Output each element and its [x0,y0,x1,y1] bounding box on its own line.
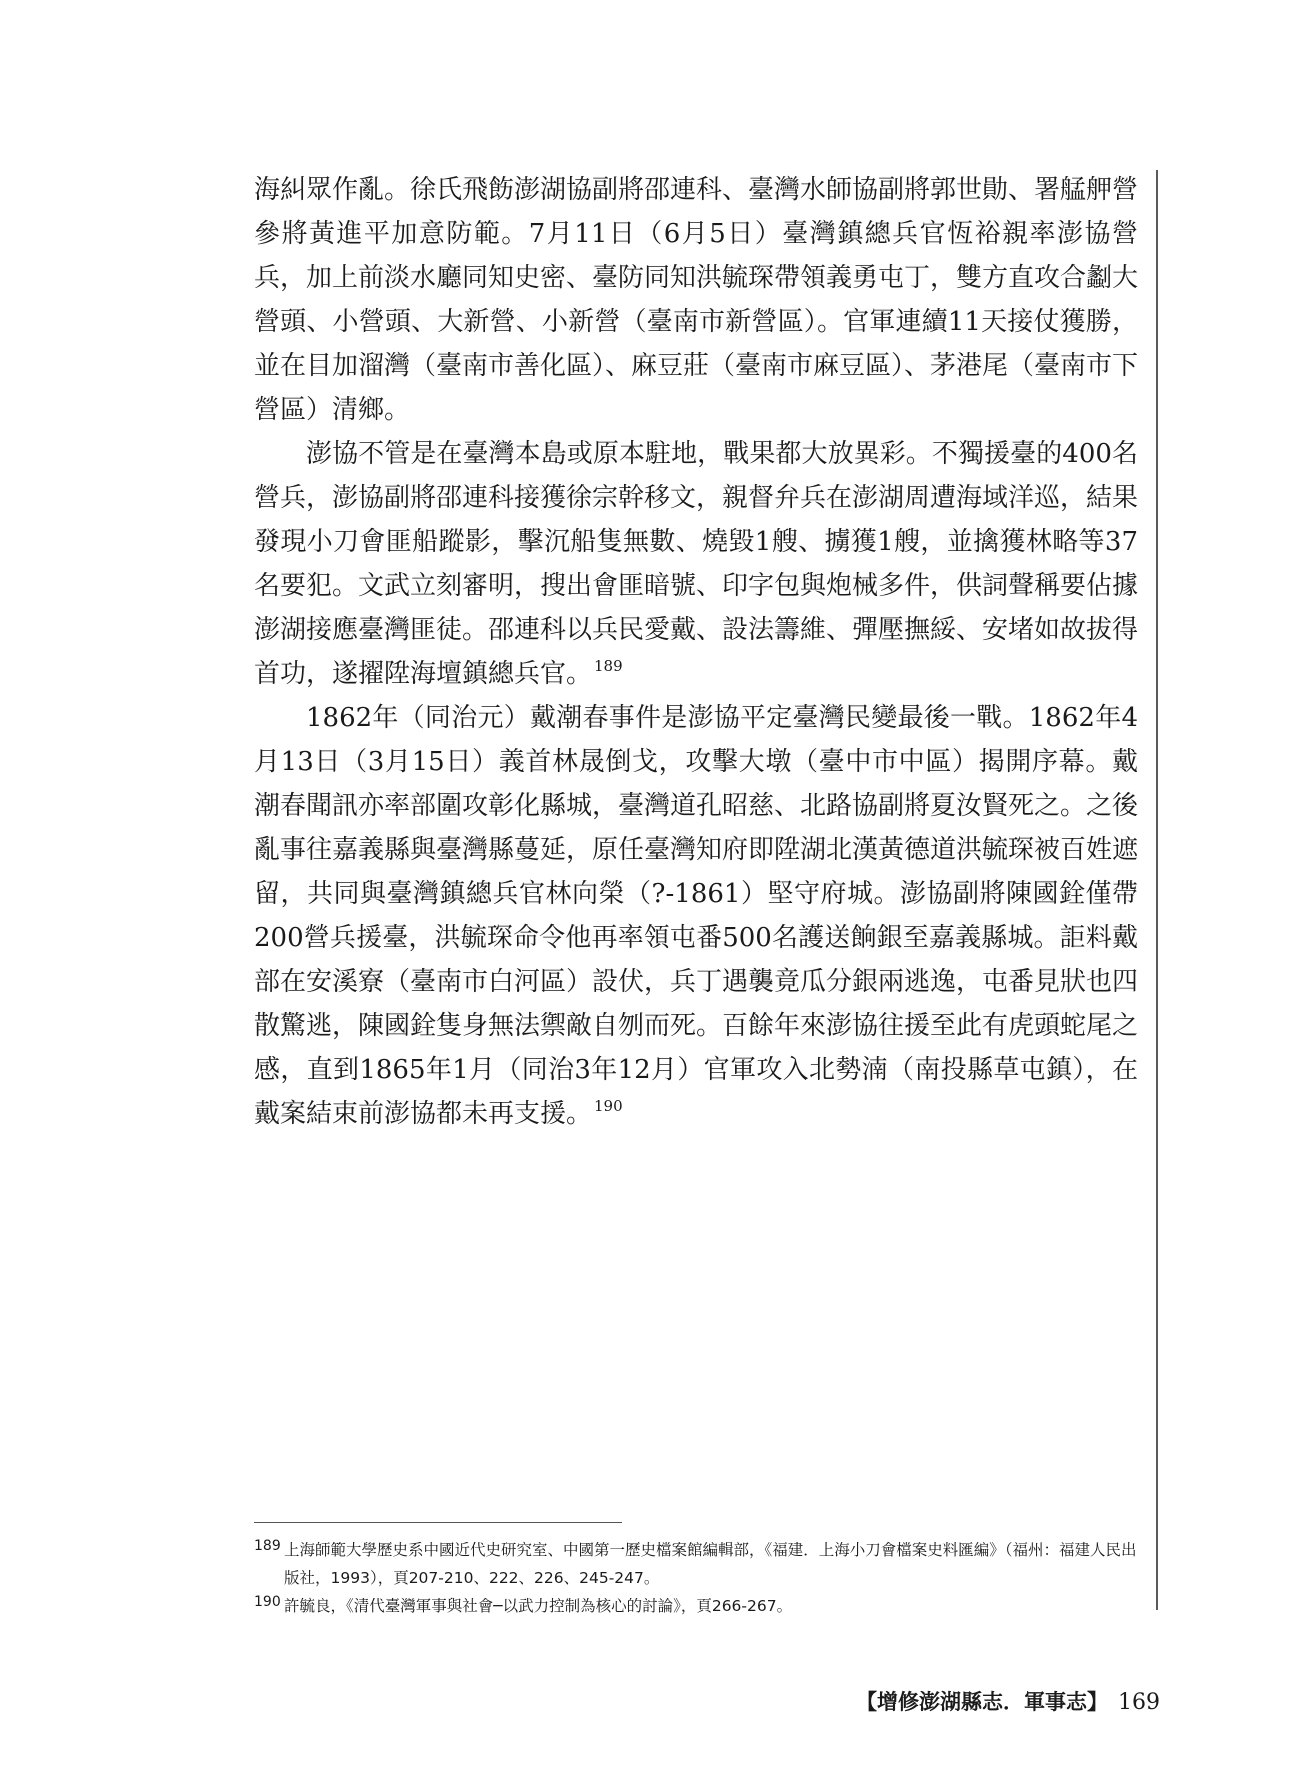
footnote-189: 189 上海師範大學歷史系中國近代史研究室、中國第一歷史檔案館編輯部，《福建．上海小刀會檔案史料匯編》（福州：福建人民出版社，1993），頁207-210、222、226、245-247。 [254,1538,1137,1587]
footnote-text: 上海師範大學歷史系中國近代史研究室、中國第一歷史檔案館編輯部，《福建．上海小刀會檔案史料匯編》（福州：福建人民出版社，1993），頁207-210、222、226、245-247。 [284,1541,1137,1587]
footnote-ref-189[interactable]: 189 [594,657,623,675]
running-title: 【增修澎湖縣志．軍事志】 [856,1689,1108,1714]
margin-rule [1156,170,1158,1610]
footnote-190: 190 許毓良，《清代臺灣軍事與社會─以武力控制為核心的討論》，頁266-267。 [254,1594,793,1615]
paragraph-text: 海糾眾作亂。徐氏飛飭澎湖協副將邵連科、臺灣水師協副將郭世勛、署艋舺營參將黃進平加意防範。7月11日（6月5日）臺灣鎮總兵官恆裕親率澎協營兵，加上前淡水廳同知史密、臺防同知洪毓琛帶領義勇屯丁，雙方直攻合劙大營頭、小營頭、大新營、小新營（臺南市新營區）。官軍連續11天接仗獲勝，並在目加溜灣（臺南市善化區）、麻豆莊（臺南市麻豆區）、茅港尾（臺南市下營區）清鄉。 [254,175,1139,425]
footnote-separator [254,1522,622,1523]
main-text [254,168,1138,1136]
page-number: 169 [1118,1690,1160,1715]
paragraph-1 [254,168,1138,432]
paragraph-3 [254,696,1138,1136]
paragraph-2 [254,432,1138,696]
footnote-text: 許毓良，《清代臺灣軍事與社會─以武力控制為核心的討論》，頁266-267。 [284,1597,793,1615]
paragraph-text: 1862年（同治元）戴潮春事件是澎協平定臺灣民變最後一戰。1862年4月13日（3月15日）義首林晟倒戈，攻擊大墩（臺中市中區）揭開序幕。戴潮春聞訊亦率部圍攻彰化縣城，臺灣道孔昭慈、北路協副將夏汝賢死之。之後亂事往嘉義縣與臺灣縣蔓延，原任臺灣知府即陞湖北漢黃德道洪毓琛被百姓遮留，共同與臺灣鎮總兵官林向榮（?-1861）堅守府城。澎協副將陳國銓僅帶200營兵援臺，洪毓琛命令他再率領屯番500名護送餉銀至嘉義縣城。詎料戴部在安溪寮（臺南市白河區）設伏，兵丁遇襲竟瓜分銀兩逃逸，屯番見狀也四散驚逃，陳國銓隻身無法禦敵自刎而死。百餘年來澎協往援至此有虎頭蛇尾之感，直到1865年1月（同治3年12月）官軍攻入北勢湳（南投縣草屯鎮），在戴案結束前澎協都未再支援。 [254,703,1139,1129]
footnotes [254,1536,1138,1620]
page-footer [856,1686,1160,1716]
paragraph-text: 澎協不管是在臺灣本島或原本駐地，戰果都大放異彩。不獨援臺的400名營兵，澎協副將邵連科接獲徐宗幹移文，親督弁兵在澎湖周遭海域洋巡，結果發現小刀會匪船蹤影，擊沉船隻無數、燒毀1艘、擄獲1艘，並擒獲林略等37名要犯。文武立刻審明，搜出會匪暗號、印字包與炮械多件，供詞聲稱要佔據澎湖接應臺灣匪徒。邵連科以兵民愛戴、設法籌維、彈壓撫綏、安堵如故拔得首功，遂擢陞海壇鎮總兵官。 [254,439,1139,689]
footnote-ref-190[interactable]: 190 [594,1097,623,1115]
